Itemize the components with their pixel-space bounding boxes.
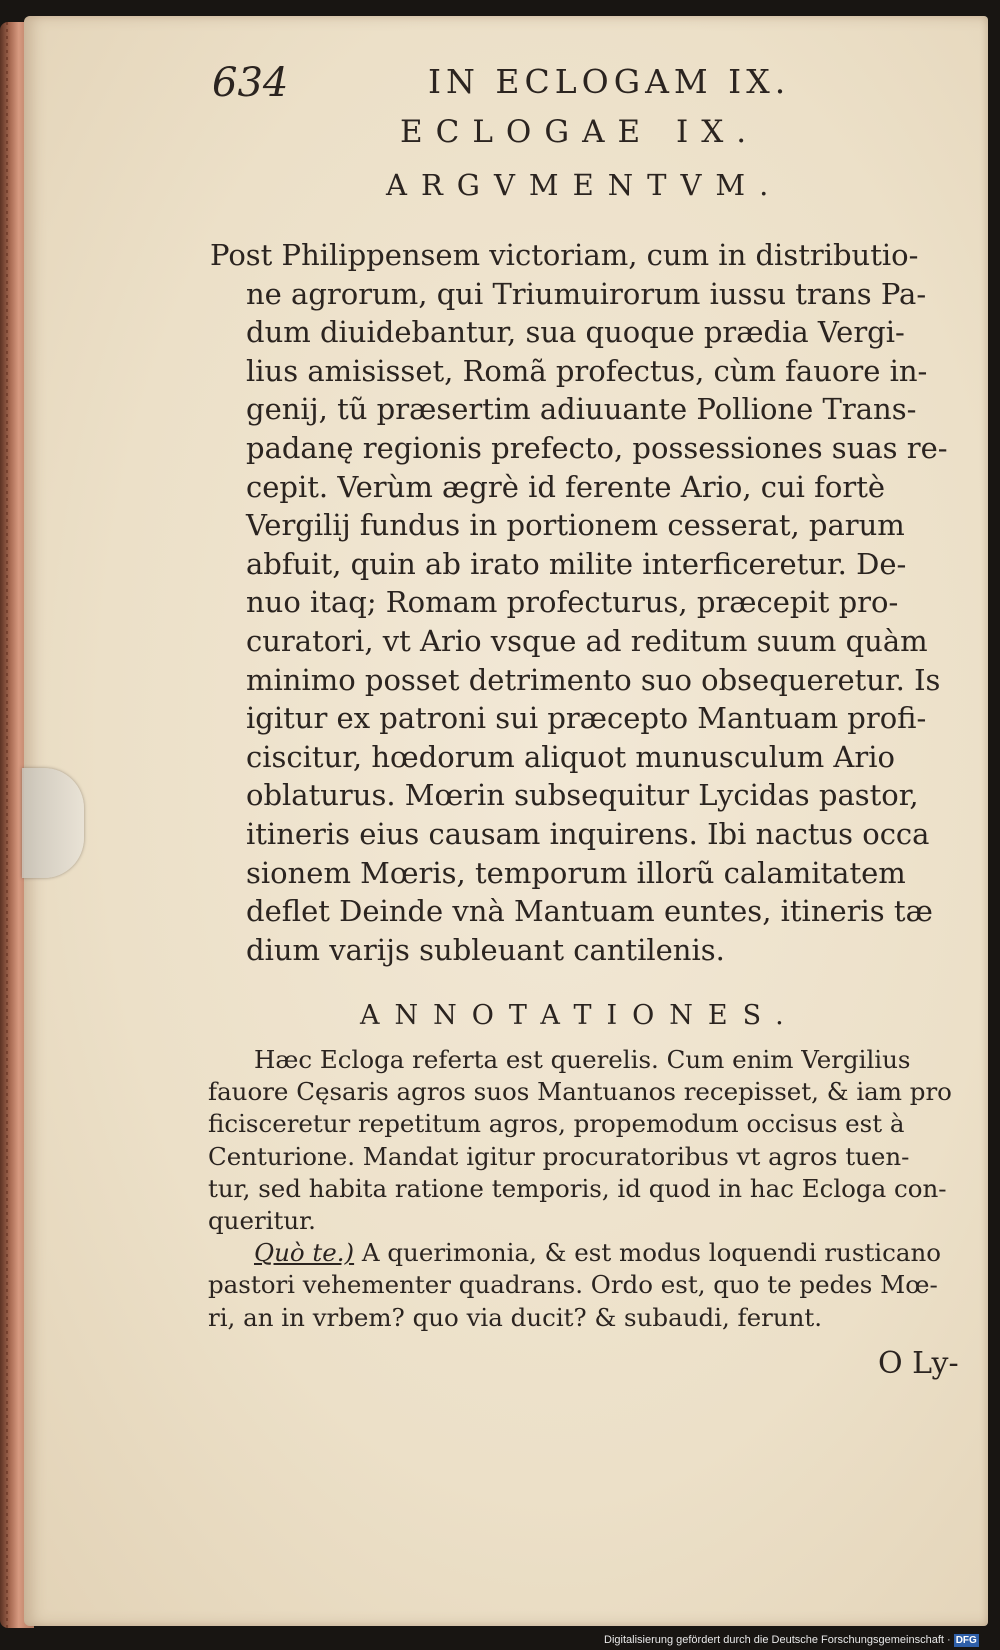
running-title: IN ECLOGAM IX. [428,62,791,101]
page-number: 634 [212,60,289,106]
eclogue-title: ECLOGAE IX. [400,114,760,150]
note-lemma: Quò te.) [254,1238,355,1268]
argument-line: deflet Deinde vnà Mantuam euntes, itineris tæ [246,894,933,929]
annotations-heading: ANNOTATIONES. [360,1000,799,1031]
argument-line: padanę regionis prefecto, possessiones suas re- [246,430,948,465]
note-text: A querimonia, & est modus loquendi rusticano [361,1238,942,1268]
annotation-line: fauore Cęsaris agros suos Mantuanos recepisset, & iam pro [208,1077,952,1107]
argument-line: Vergilij fundus in portionem cesserat, parum [246,508,905,543]
argument-paragraph [210,236,948,969]
annotation-note-line [208,1237,978,1269]
catchword: O Ly- [878,1346,959,1381]
annotations-paragraph [208,1044,978,1334]
argument-line: cepit. Verùm ægrè id ferente Ario, cui fortè [246,469,886,504]
argument-line: nuo itaq; Romam profecturus, præcepit pro- [246,585,899,620]
annotation-line: Hæc Ecloga referta est querelis. Cum enim Vergilius [254,1045,911,1074]
argument-heading: ARGVMENTVM. [386,168,783,202]
argument-line: Post Philippensem victoriam, cum in distributio- [210,238,919,272]
dfg-logo: DFG [955,1635,977,1646]
argument-line: dium varijs subleuant cantilenis. [246,932,725,967]
annotation-line: ficisceretur repetitum agros, propemodum occisus est à [208,1109,905,1139]
argument-line: ciscitur, hœdorum aliquot munusculum Ario [246,739,895,774]
annotation-note-line: pastori vehementer quadrans. Ordo est, quo te pedes Mœ- [208,1270,938,1300]
argument-line: sionem Mœris, temporum illorũ calamitatem [246,855,906,890]
argument-line: curatori, vt Ario vsque ad reditum suum quàm [246,623,928,658]
argument-line: igitur ex patroni sui præcepto Mantuam profi- [246,701,927,736]
annotation-line: queritur. [208,1205,316,1235]
credit-text: Digitalisierung gefördert durch die Deutsche Forschungsgemeinschaft · [604,1634,951,1646]
argument-line: abfuit, quin ab irato milite interficeretur. De- [246,546,907,581]
argument-line: lius amisisset, Romã profectus, cùm fauore in- [246,353,928,388]
annotation-note-line: ri, an in vrbem? quo via ducit? & subaudi, ferunt. [208,1302,823,1332]
argument-line: oblaturus. Mœrin subsequitur Lycidas pastor, [246,778,919,813]
argument-line: genij, tũ præsertim adiuuante Pollione Trans- [246,392,917,427]
digitization-credit [604,1634,979,1647]
argument-line: dum diuidebantur, sua quoque prædia Vergi- [246,315,905,350]
annotation-line: Centurione. Mandat igitur procuratoribus vt agros tuen- [208,1141,910,1171]
argument-line: itineris eius causam inquirens. Ibi nactus occa [246,816,930,851]
annotation-line: tur, sed habita ratione temporis, id quod in hac Ecloga con- [208,1173,947,1203]
page-clip-tab [22,768,84,878]
argument-line: ne agrorum, qui Triumuirorum iussu trans Pa- [246,276,927,311]
argument-line: minimo posset detrimento suo obsequeretur. Is [246,662,941,697]
